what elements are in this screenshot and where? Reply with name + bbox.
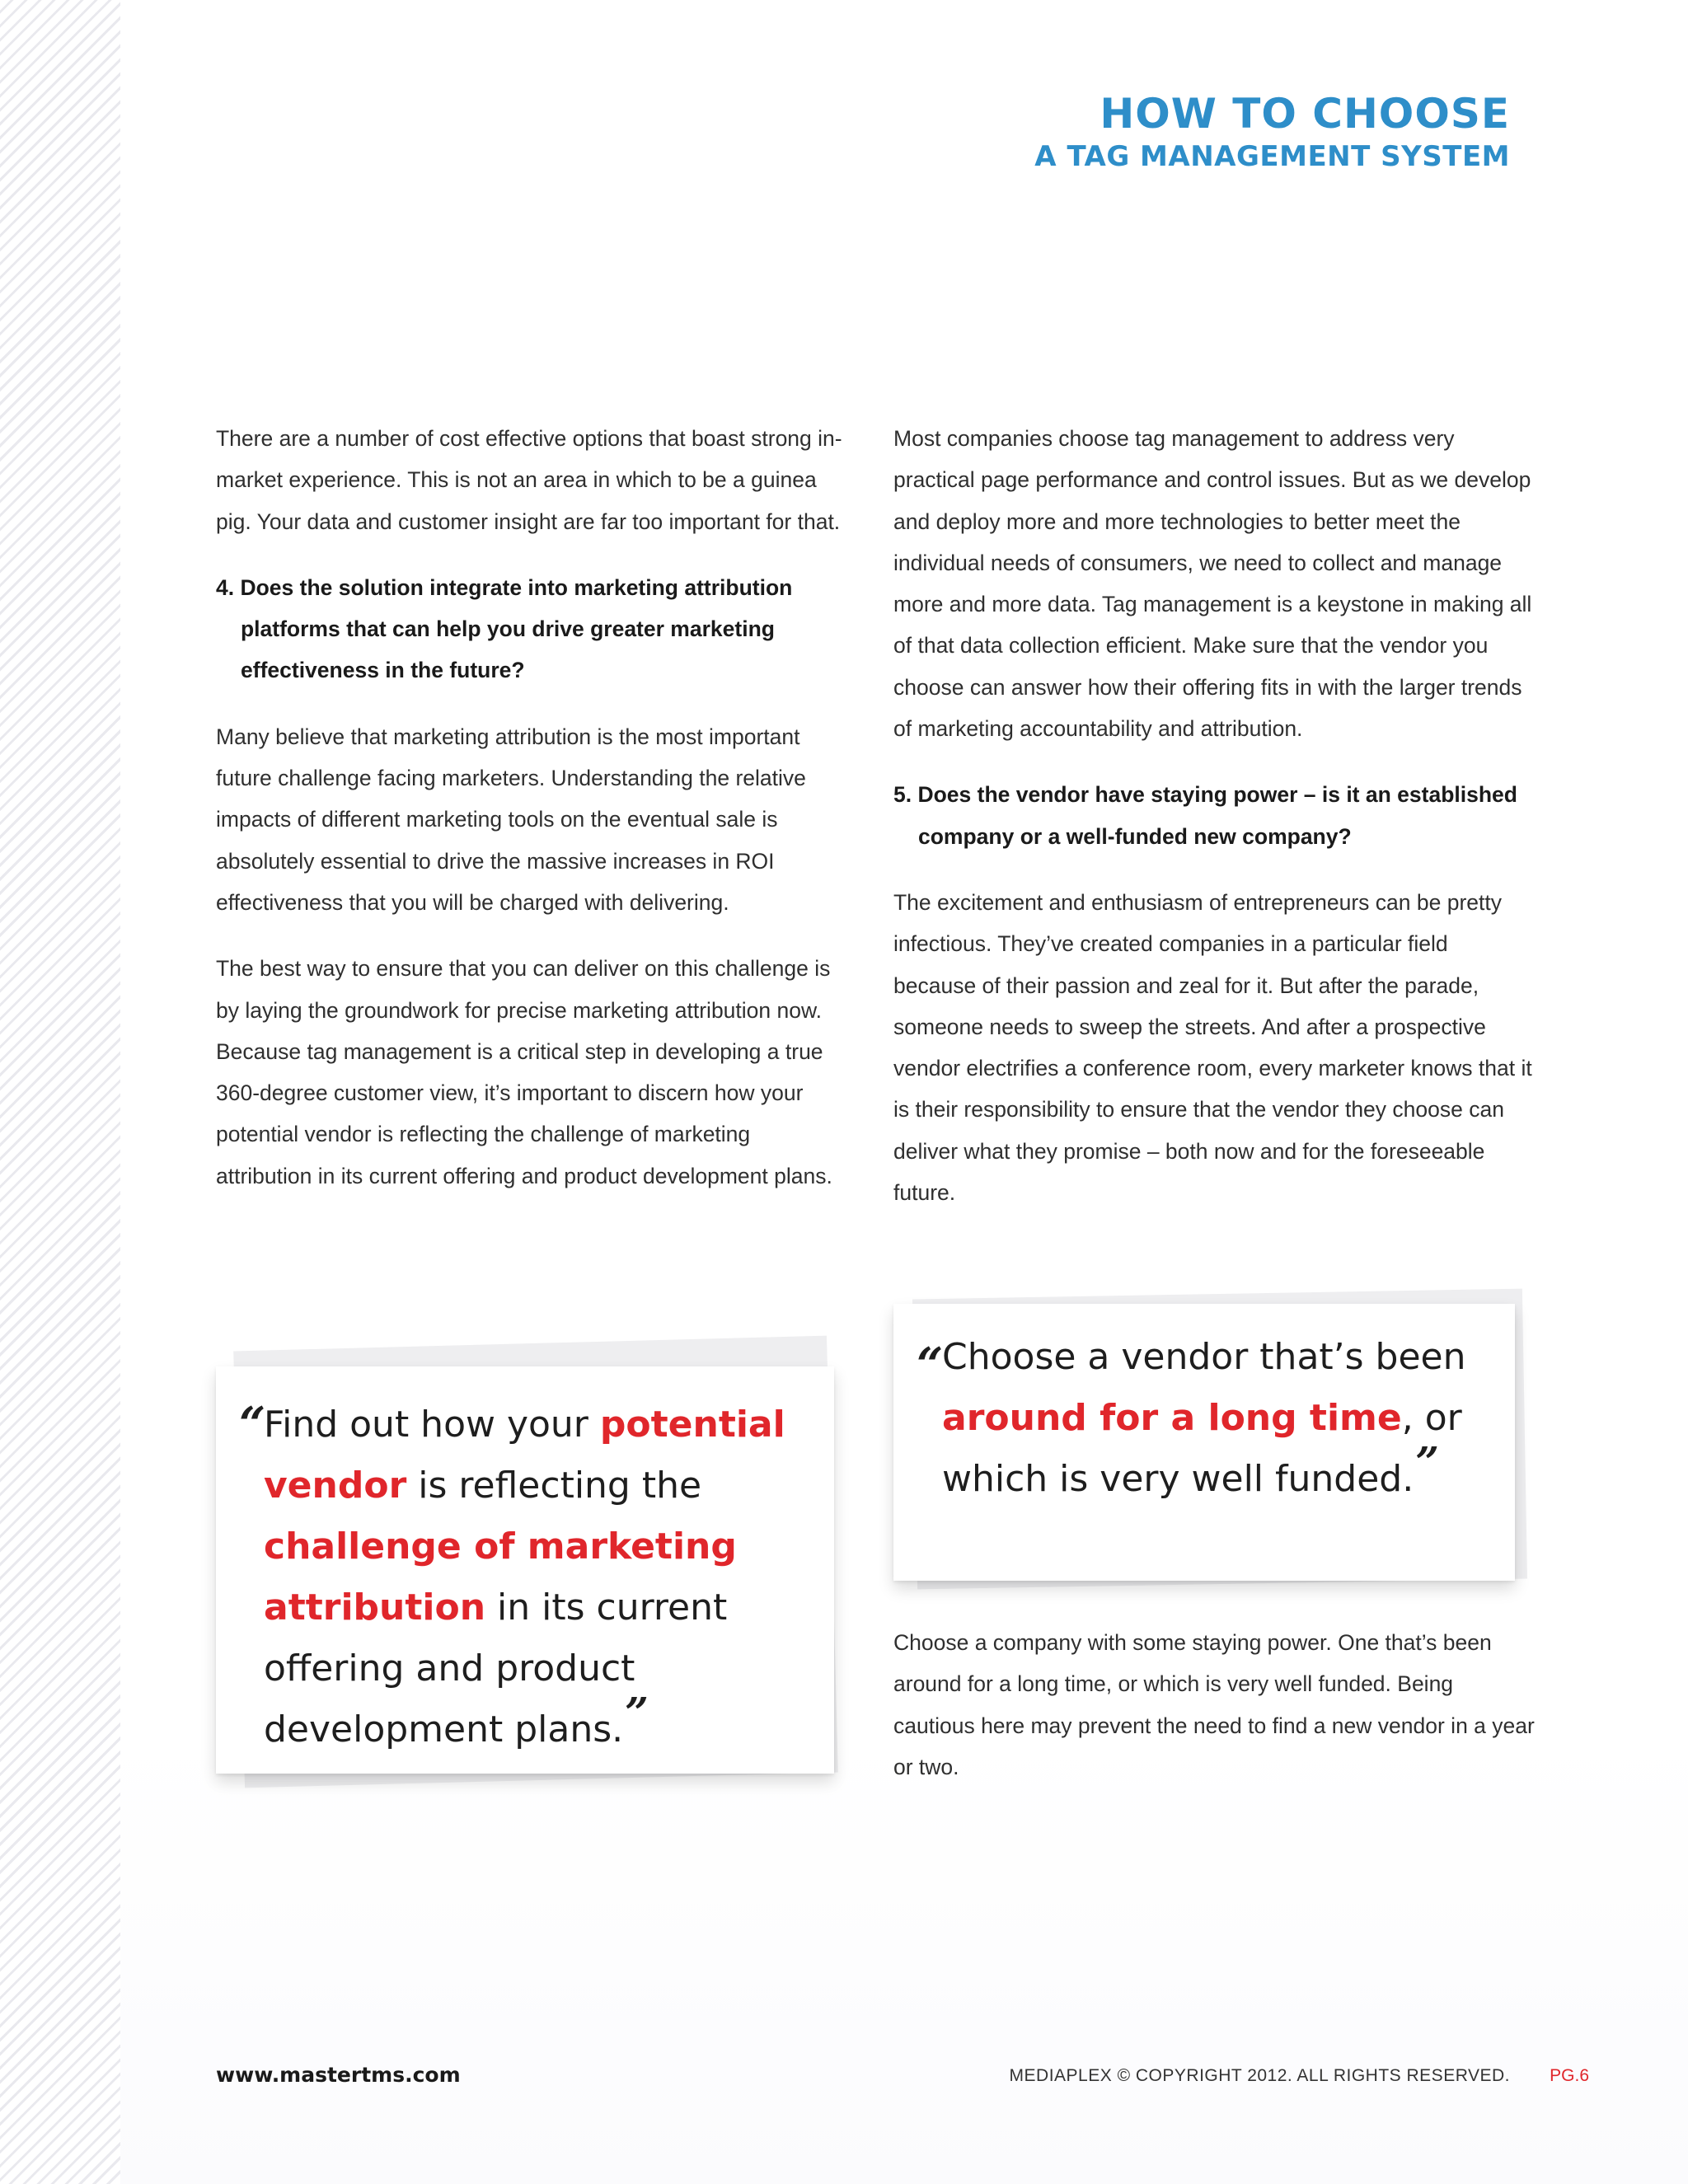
page-number: PG.6 — [1550, 2066, 1589, 2085]
right-column-lower — [893, 1622, 1536, 1812]
quote-text-part: Find out how your — [264, 1404, 600, 1446]
quote-highlight: challenge of marketing attribution — [264, 1526, 737, 1629]
left-paragraph-3: The best way to ensure that you can deliver on this challenge is by laying the groundwork for precise marketing attribution now. Because tag management is a critical step in developing a true 360-degree customer view, it’s important to discern how your potential vendor is reflecting the challenge of marketing attribution in its current offering and product development plans. — [216, 956, 832, 1188]
right-paragraph-3: Choose a company with some staying power. One that’s been around for a long time, or which is very well funded. Being cautious here may prevent the need to find a new vendor in a year or two. — [893, 1630, 1535, 1779]
left-column — [216, 418, 842, 1221]
decorative-stripe-border — [0, 0, 120, 2184]
question-5: 5. Does the vendor have staying power – is it an established company or a well-funded new company? — [893, 782, 1517, 849]
footer-website-link[interactable]: www.mastertms.com — [216, 2063, 461, 2087]
footer-copyright: MEDIAPLEX © COPYRIGHT 2012. ALL RIGHTS RESERVED. — [1009, 2066, 1510, 2085]
pull-quote-left-text — [264, 1394, 816, 1760]
open-quote-mark: “ — [917, 1338, 944, 1392]
page-subtitle: A TAG MANAGEMENT SYSTEM — [1034, 140, 1510, 173]
right-column — [893, 418, 1536, 1238]
right-paragraph-2: The excitement and enthusiasm of entrepreneurs can be pretty infectious. They’ve created companies in a particular field because of their passion and zeal for it. But after the parade, someone needs to sweep the streets. And after a prospective vendor electrifies a conference room, every marketer knows that it is their responsibility to ensure that the vendor they choose can deliver what they promise – both now and for the foreseeable future. — [893, 889, 1532, 1206]
right-paragraph-1: Most companies choose tag management to address very practical page performance and control issues. But as we develop and deploy more and more technologies to better meet the individual needs of consumers, we need to collect and manage more and more data. Tag management is a keystone in making all of that data collection efficient. Make sure that the vendor you choose can answer how their offering fits in with the larger trends of marketing accountability and attribution. — [893, 426, 1532, 742]
page-title: HOW TO CHOOSE — [1100, 90, 1510, 138]
open-quote-mark: “ — [239, 1397, 266, 1451]
pull-quote-right — [893, 1304, 1515, 1581]
pull-quote-left — [216, 1366, 834, 1774]
left-paragraph-2: Many believe that marketing attribution is the most important future challenge facing marketers. Understanding the relative impacts of different marketing tools on the eventual sale is absolutely essential to drive the massive increases in ROI effectiveness that you will be charged with delivering. — [216, 724, 806, 915]
quote-text-part: in its current offering and product development plans. — [264, 1586, 728, 1750]
quote-text-part: , or which is very well funded. — [942, 1397, 1462, 1500]
page-header — [1034, 89, 1510, 175]
left-paragraph-1: There are a number of cost effective options that boast strong in-market experience. This is not an area in which to be a guinea pig. Your data and customer insight are far too important for that. — [216, 426, 842, 534]
quote-highlight: potential vendor — [264, 1404, 785, 1507]
quote-text-part: is reflecting the — [406, 1465, 702, 1507]
close-quote-mark: ” — [625, 1688, 649, 1736]
close-quote-mark: ” — [1415, 1437, 1439, 1486]
quote-text-part: Choose a vendor that’s been — [942, 1336, 1466, 1378]
quote-highlight: around for a long time — [942, 1397, 1402, 1439]
pull-quote-right-text — [942, 1327, 1503, 1510]
question-4: 4. Does the solution integrate into marketing attribution platforms that can help you drive greater marketing effectiveness in the future? — [216, 574, 793, 683]
